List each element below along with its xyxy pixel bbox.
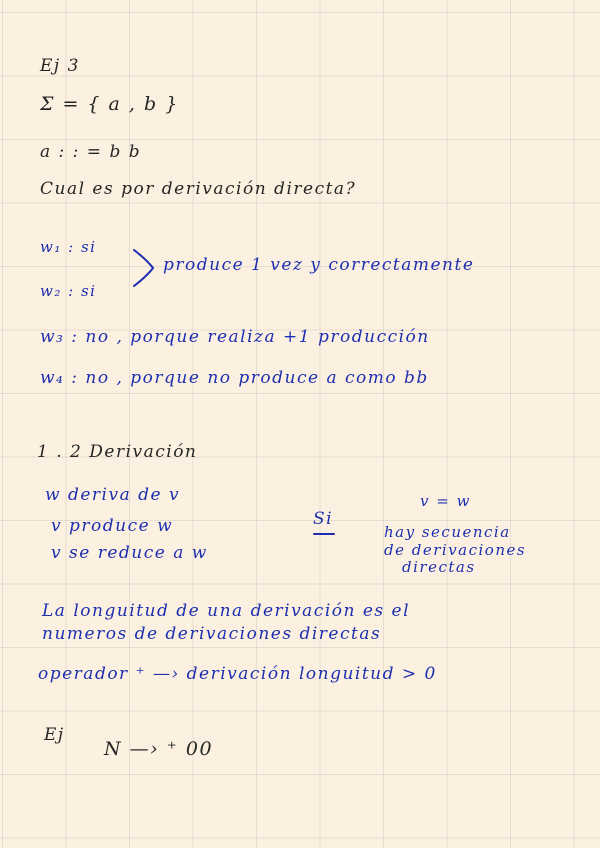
w3-answer: w₃ : no , porque realiza +1 producción	[40, 327, 430, 347]
w1-answer: w₁ : si	[40, 238, 97, 256]
definition-line-1: w deriva de v	[45, 485, 181, 505]
v-equals-w: v = w	[420, 492, 471, 510]
w12-explanation: produce 1 vez y correctamente	[163, 255, 475, 275]
si-underline	[313, 533, 335, 535]
example-derivation: N —› ⁺ 00	[104, 738, 214, 760]
grammar-rule: a : : = b b	[40, 142, 142, 162]
hay-secuencia-2: de derivaciones	[384, 541, 527, 559]
operador-line: operador ⁺ —› derivación longuitud > 0	[38, 664, 437, 684]
section-title: 1 . 2 Derivación	[37, 442, 198, 462]
w2-answer: w₂ : si	[40, 282, 97, 300]
si-label: Si	[313, 509, 334, 529]
heading-ej3: Ej 3	[40, 56, 80, 76]
right-brace-icon	[131, 248, 157, 288]
w4-answer: w₄ : no , porque no produce a como bb	[40, 368, 429, 388]
heading-ej: Ej	[44, 725, 65, 745]
longitud-line-1: La longuitud de una derivación es el	[42, 601, 411, 621]
question: Cual es por derivación directa?	[40, 179, 357, 199]
definition-line-3: v se reduce a w	[51, 543, 208, 563]
definition-line-2: v produce w	[51, 516, 174, 536]
hay-secuencia-3: directas	[402, 558, 476, 576]
alphabet-definition: Σ = { a , b }	[40, 93, 179, 115]
longitud-line-2: numeros de derivaciones directas	[42, 624, 382, 644]
hay-secuencia-1: hay secuencia	[384, 523, 511, 541]
